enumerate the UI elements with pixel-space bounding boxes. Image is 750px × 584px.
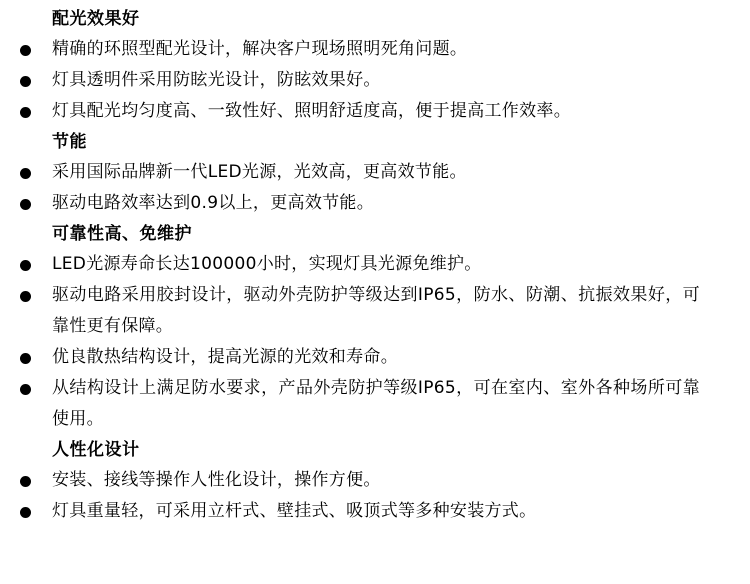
bullet-dot-shape xyxy=(20,476,31,487)
list-item xyxy=(20,496,730,527)
list-item-text: 驱动电路效率达到0.9以上，更高效节能。 xyxy=(52,193,375,213)
list-item-text: 从结构设计上满足防水要求，产品外壳防护等级IP65，可在室内、室外各种场所可靠使用。 xyxy=(52,378,700,429)
list-item xyxy=(20,465,730,496)
section-heading: 可靠性高、免维护 xyxy=(52,224,192,244)
list-item xyxy=(20,65,730,96)
bullet-dot-icon xyxy=(20,280,52,302)
bullet-dot-shape xyxy=(20,107,31,118)
list-item xyxy=(20,280,730,342)
list-item xyxy=(20,373,730,435)
bullet-dot-shape xyxy=(20,199,31,210)
list-item-text: 灯具重量轻，可采用立杆式、壁挂式、吸顶式等多种安装方式。 xyxy=(52,501,537,521)
list-item-text: 驱动电路采用胶封设计，驱动外壳防护等级达到IP65，防水、防潮、抗振效果好，可靠性更有保障。 xyxy=(52,285,700,336)
bullet-dot-shape xyxy=(20,45,31,56)
bullet-dot-icon xyxy=(20,249,52,271)
bullet-dot-icon xyxy=(20,96,52,118)
bullet-dot-icon xyxy=(20,342,52,364)
bullet-dot-icon xyxy=(20,34,52,56)
list-item xyxy=(20,342,730,373)
list-item-text: 优良散热结构设计，提高光源的光效和寿命。 xyxy=(52,347,398,367)
list-item-text: LED光源寿命长达100000小时，实现灯具光源免维护。 xyxy=(52,254,482,274)
list-item-text: 安装、接线等操作人性化设计，操作方便。 xyxy=(52,470,381,490)
list-item xyxy=(20,249,730,280)
bullet-dot-icon xyxy=(20,373,52,395)
bullet-dot-icon xyxy=(20,65,52,87)
list-item-text: 灯具透明件采用防眩光设计，防眩效果好。 xyxy=(52,70,381,90)
bullet-dot-shape xyxy=(20,507,31,518)
list-item xyxy=(20,34,730,65)
bullet-dot-shape xyxy=(20,353,31,364)
list-item xyxy=(20,157,730,188)
bullet-dot-icon xyxy=(20,496,52,518)
bullet-dot-shape xyxy=(20,76,31,87)
bullet-dot-shape xyxy=(20,260,31,271)
list-item xyxy=(20,188,730,219)
bullet-dot-shape xyxy=(20,168,31,179)
list-item-text: 灯具配光均匀度高、一致性好、照明舒适度高，便于提高工作效率。 xyxy=(52,101,571,121)
bullet-dot-icon xyxy=(20,188,52,210)
bullet-dot-shape xyxy=(20,384,31,395)
section-heading: 节能 xyxy=(52,132,87,152)
bullet-dot-icon xyxy=(20,465,52,487)
list-item-text: 采用国际品牌新一代LED光源，光效高，更高效节能。 xyxy=(52,162,467,182)
section-heading: 配光效果好 xyxy=(52,9,140,29)
list-item xyxy=(20,96,730,127)
bullet-dot-shape xyxy=(20,291,31,302)
section-heading: 人性化设计 xyxy=(52,440,140,460)
bullet-dot-icon xyxy=(20,157,52,179)
list-item-text: 精确的环照型配光设计，解决客户现场照明死角问题。 xyxy=(52,39,468,59)
